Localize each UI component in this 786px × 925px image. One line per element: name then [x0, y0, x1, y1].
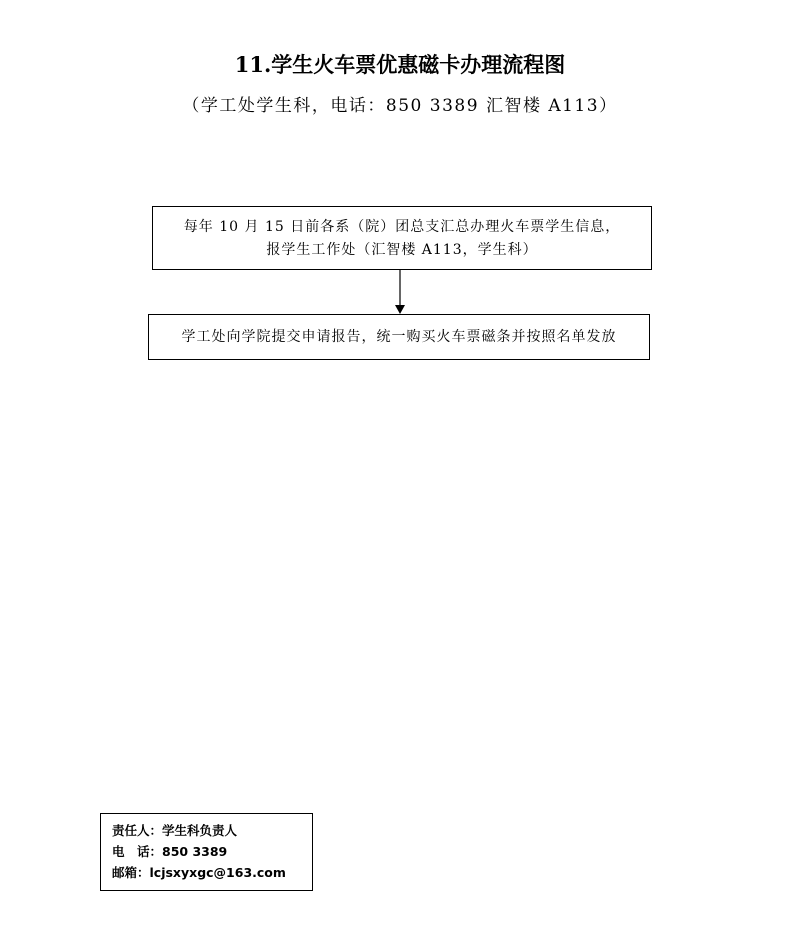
flow-step-2-text: 学工处向学院提交申请报告，统一购买火车票磁条并按照名单发放: [181, 329, 617, 345]
contact-phone: 电 话：850 3389: [112, 844, 228, 859]
contact-responsible: 责任人：学生科负责人: [112, 823, 238, 838]
contact-box: [100, 813, 313, 891]
page-title: 11.学生火车票优惠磁卡办理流程图: [234, 52, 566, 77]
flow-step-1: [152, 206, 652, 270]
flow-arrow: [392, 270, 408, 314]
page-subtitle: （学工处学生科，电话：850 3389 汇智楼 A113）: [182, 96, 618, 116]
contact-email: 邮箱：lcjsxyxgc@163.com: [112, 865, 286, 880]
flow-step-1-line-1: 每年 10 月 15 日前各系（院）团总支汇总办理火车票学生信息，: [183, 219, 621, 235]
flow-step-1-line-2: 报学生工作处（汇智楼 A113，学生科）: [266, 242, 538, 258]
flow-step-2: [148, 314, 650, 360]
